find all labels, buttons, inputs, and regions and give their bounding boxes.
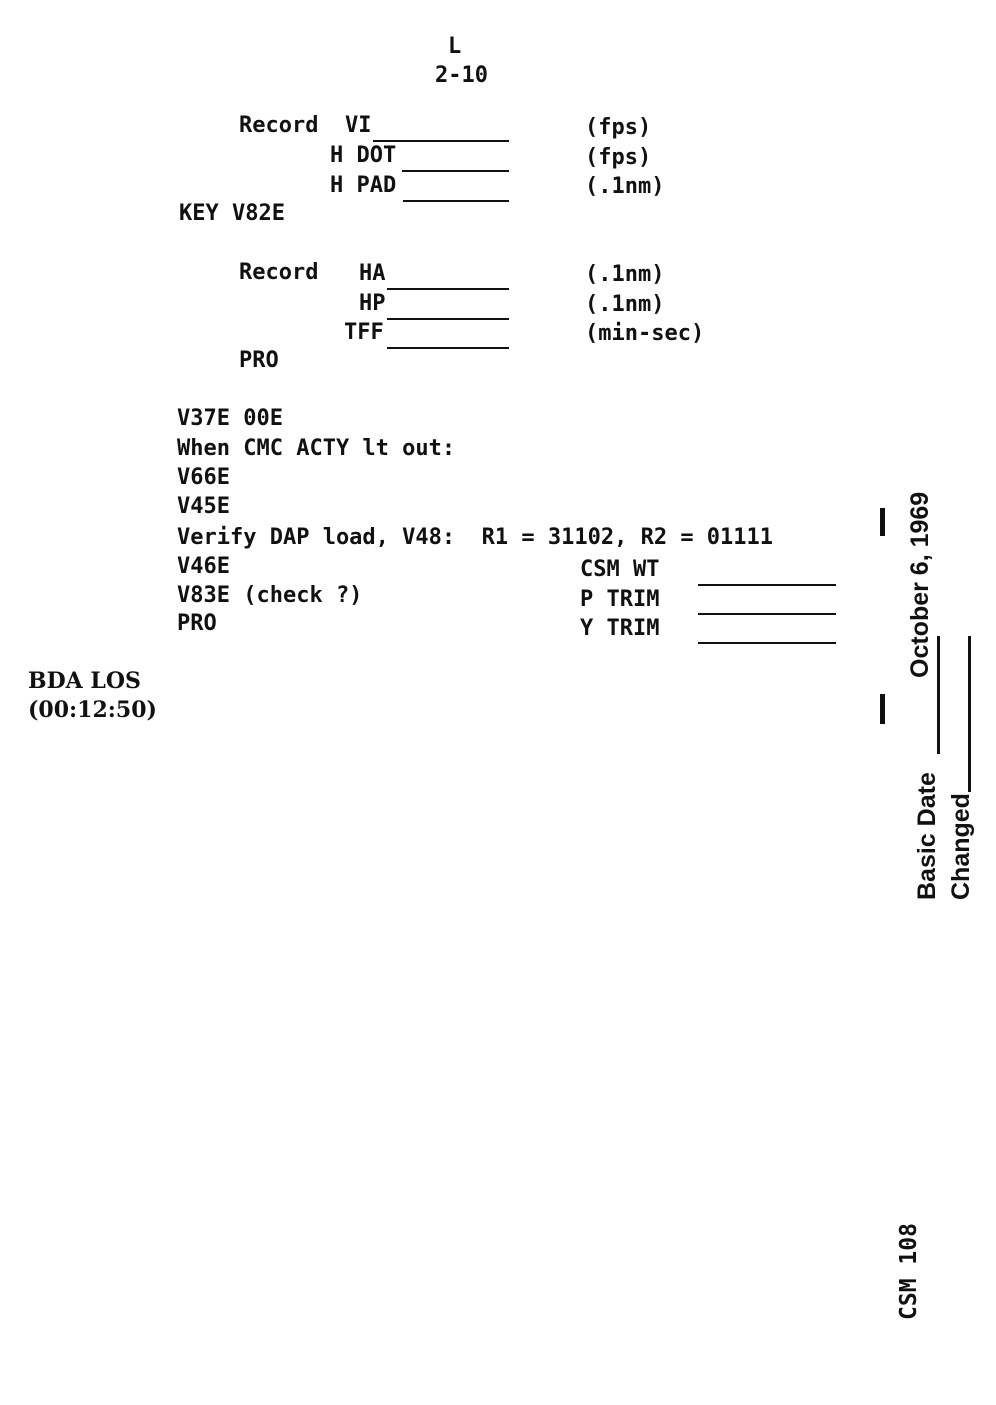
event-label: BDA LOS — [28, 668, 141, 694]
procedure-line: When CMC ACTY lt out: — [177, 436, 456, 461]
procedure-line: V37E 00E — [177, 406, 283, 431]
field-blank-hdot[interactable] — [402, 170, 509, 172]
field-unit-hdot: (fps) — [585, 145, 652, 170]
dap-blank-csm-wt[interactable] — [698, 584, 836, 586]
dap-blank-p-trim[interactable] — [698, 613, 836, 615]
changed-rule — [968, 636, 971, 792]
record-label-1: Record — [239, 113, 319, 138]
revision-date: October 6, 1969 — [906, 491, 934, 678]
dap-field-y-trim: Y TRIM — [580, 616, 660, 641]
dap-field-csm-wt: CSM WT — [580, 557, 660, 582]
field-unit-vi: (fps) — [585, 115, 652, 140]
field-unit-tff: (min-sec) — [585, 321, 705, 346]
field-blank-ha[interactable] — [387, 288, 509, 290]
section-letter: L — [448, 34, 462, 59]
basic-date-rule — [937, 636, 940, 754]
procedure-line: V46E — [177, 554, 230, 579]
field-blank-tff[interactable] — [387, 347, 509, 349]
procedure-line: Verify DAP load, V48: R1 = 31102, R2 = 01111 — [177, 525, 774, 550]
field-unit-ha: (.1nm) — [585, 262, 665, 287]
field-name-vi: VI — [345, 113, 372, 138]
document-id: CSM 108 — [896, 1223, 922, 1320]
basic-date-label: Basic Date — [913, 772, 941, 900]
change-bar — [880, 508, 885, 536]
field-unit-hpad: (.1nm) — [585, 174, 665, 199]
change-bar — [880, 694, 885, 724]
field-name-ha: HA — [359, 261, 386, 286]
key-line: KEY V82E — [179, 201, 285, 226]
dap-field-p-trim: P TRIM — [580, 587, 660, 612]
record-label-2: Record — [239, 260, 319, 285]
field-blank-hpad[interactable] — [403, 200, 509, 202]
proceed-1: PRO — [239, 348, 279, 373]
field-blank-hp[interactable] — [387, 318, 509, 320]
changed-label: Changed — [947, 793, 975, 900]
field-name-hp: HP — [359, 291, 386, 316]
procedure-line: V83E (check ?) — [177, 583, 363, 608]
field-name-hdot: H DOT — [330, 143, 397, 168]
field-name-tff: TFF — [344, 320, 384, 345]
procedure-line: V66E — [177, 465, 230, 490]
page-number: 2-10 — [435, 63, 488, 88]
procedure-line: PRO — [177, 611, 217, 636]
field-name-hpad: H PAD — [330, 173, 397, 198]
field-unit-hp: (.1nm) — [585, 292, 665, 317]
event-time: (00:12:50) — [28, 697, 157, 723]
field-blank-vi[interactable] — [373, 140, 509, 142]
dap-blank-y-trim[interactable] — [698, 642, 836, 644]
procedure-line: V45E — [177, 494, 230, 519]
